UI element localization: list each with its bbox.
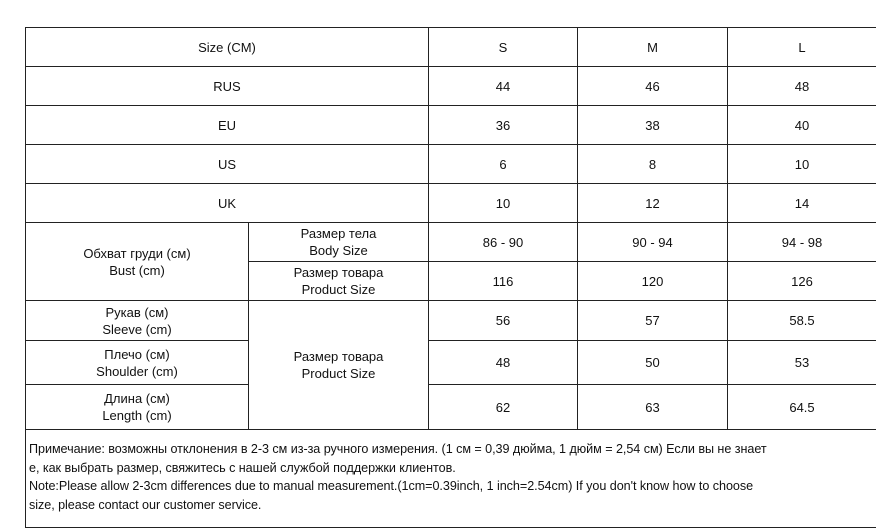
table-row (26, 184, 876, 223)
cell-bust-product-s: 116 (429, 262, 578, 301)
cell-eu-m: 38 (578, 106, 728, 145)
table-row (26, 301, 876, 341)
cell-us-l: 10 (728, 145, 876, 184)
body-size-label-ru: Размер тела (300, 226, 377, 241)
table-row (26, 145, 876, 184)
length-label (26, 385, 249, 430)
product-size-merged-label (249, 301, 429, 430)
bust-label-en: Bust (cm) (109, 262, 165, 278)
product-size-label-ru: Размер товара (293, 265, 384, 280)
cell-body-s: 86 - 90 (429, 223, 578, 262)
cell-uk-l: 14 (728, 184, 876, 223)
shoulder-label-ru: Плечо (см) (104, 346, 170, 362)
cell-body-m: 90 - 94 (578, 223, 728, 262)
cell-sleeve-s: 56 (429, 301, 578, 341)
cell-body-l: 94 - 98 (728, 223, 876, 262)
cell-sleeve-l: 58.5 (728, 301, 876, 341)
row-label-us: US (26, 145, 429, 184)
row-label-rus: RUS (26, 67, 429, 106)
cell-rus-l: 48 (728, 67, 876, 106)
length-label-en: Length (cm) (102, 408, 172, 423)
table-row (26, 106, 876, 145)
bust-label (26, 223, 249, 301)
note-ru-line-2: е, как выбрать размер, свяжитесь с нашей службой поддержки клиентов. (29, 460, 456, 475)
bust-label-ru: Обхват груди (см) (83, 245, 191, 261)
shoulder-label-en: Shoulder (cm) (96, 363, 178, 379)
cell-shoulder-m: 50 (578, 341, 728, 385)
cell-uk-s: 10 (429, 184, 578, 223)
cell-eu-l: 40 (728, 106, 876, 145)
cell-length-m: 63 (578, 385, 728, 430)
table-row (26, 67, 876, 106)
note-en-line-2: size, please contact our customer service. (29, 497, 262, 512)
table-row (26, 385, 876, 430)
cell-length-s: 62 (429, 385, 578, 430)
body-size-label (249, 223, 429, 262)
note-ru-line-1: Примечание: возможны отклонения в 2-3 см из-за ручного измерения. (1 см = 0,39 дюйма, 1 дюйм = 2,54 см) Если вы не знает (29, 442, 767, 456)
product-size-label (249, 262, 429, 301)
cell-shoulder-l: 53 (728, 341, 876, 385)
cell-us-s: 6 (429, 145, 578, 184)
header-row (26, 28, 876, 67)
table-row (26, 341, 876, 385)
size-table (25, 27, 876, 528)
cell-shoulder-s: 48 (429, 341, 578, 385)
size-header-label: Size (CM) (26, 28, 429, 67)
row-label-uk: UK (26, 184, 429, 223)
cell-rus-m: 46 (578, 67, 728, 106)
size-m-header: M (578, 28, 728, 67)
cell-length-l: 64.5 (728, 385, 876, 430)
product-size-label-en: Product Size (301, 282, 376, 297)
row-label-eu: EU (26, 106, 429, 145)
cell-us-m: 8 (578, 145, 728, 184)
cell-bust-product-l: 126 (728, 262, 876, 301)
note-en-line-1: Note:Please allow 2-3cm differences due to manual measurement.(1cm=0.39inch, 1 inch=2.54cm) If you don't know how to choose (29, 479, 754, 493)
cell-sleeve-m: 57 (578, 301, 728, 341)
table-row (26, 223, 876, 262)
cell-uk-m: 12 (578, 184, 728, 223)
size-l-header: L (728, 28, 876, 67)
size-s-header: S (429, 28, 578, 67)
size-chart (25, 27, 876, 529)
cell-bust-product-m: 120 (578, 262, 728, 301)
sleeve-label-ru: Рукав (см) (105, 304, 169, 320)
shoulder-label (26, 341, 249, 385)
product-size-merged-ru: Размер товара (293, 349, 384, 364)
product-size-merged-en: Product Size (301, 366, 376, 381)
cell-rus-s: 44 (429, 67, 578, 106)
measurement-note (26, 430, 876, 528)
cell-eu-s: 36 (429, 106, 578, 145)
body-size-label-en: Body Size (309, 243, 368, 258)
sleeve-label (26, 301, 249, 341)
length-label-ru: Длина (см) (104, 391, 170, 406)
sleeve-label-en: Sleeve (cm) (102, 321, 172, 337)
note-row (26, 430, 876, 528)
